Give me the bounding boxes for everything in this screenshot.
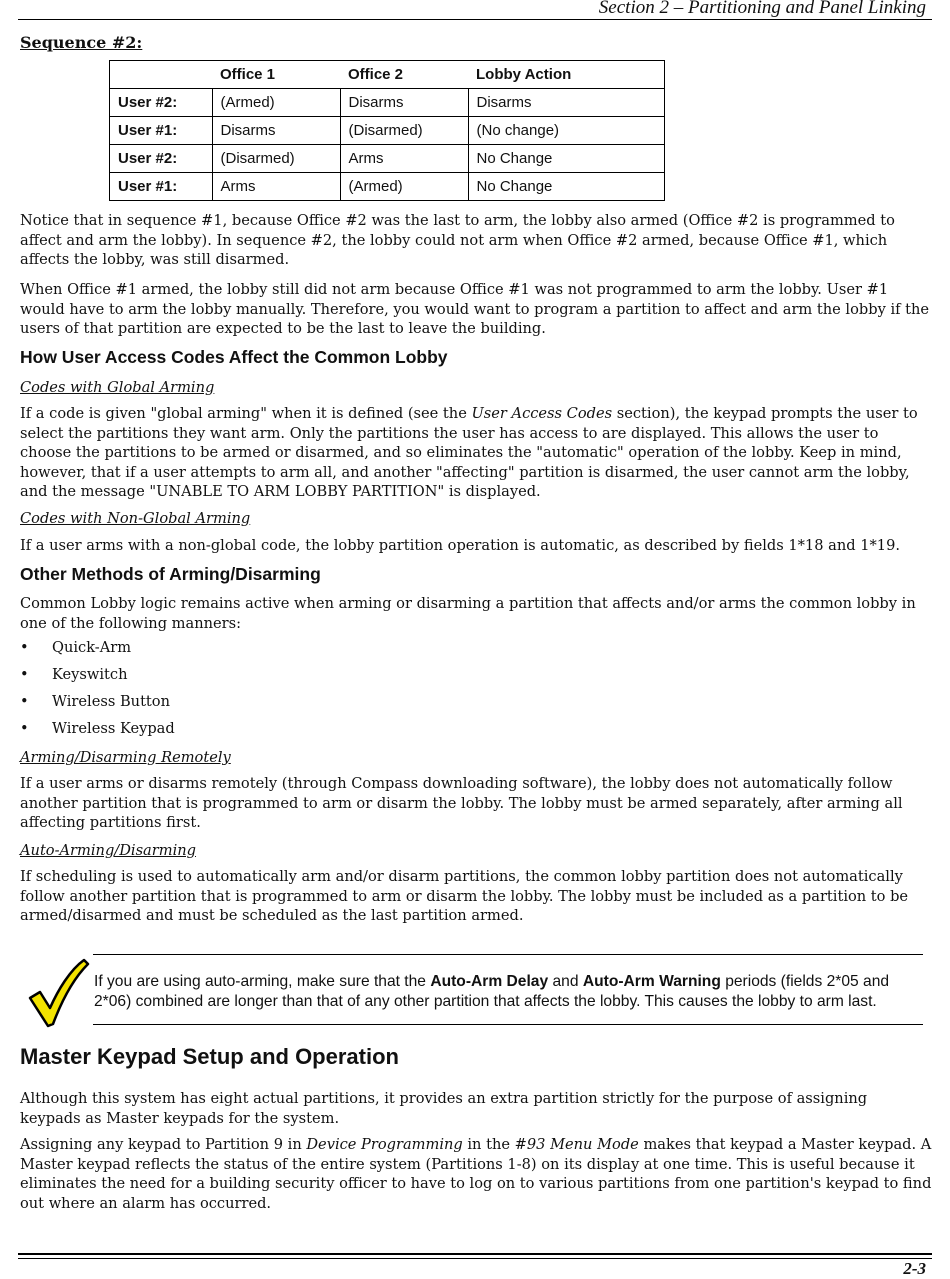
table-header-row [110,61,665,89]
auto-arm-delay-term: Auto-Arm Delay [430,973,549,990]
menu-mode-reference: #93 Menu Mode [514,1136,639,1153]
other-methods-intro: Common Lobby logic remains active when arming or disarming a partition that affects and/or arms the common lobby in one of the following manners: [20,595,916,632]
table-row [110,173,665,201]
p2-text-c: makes that keypad a Master keypad. A Master keypad reflects the status of the entire system (Partitions 1-8) on its display at one time. This is useful because it eliminates the need for a building security officer to have to log on to various partitions from one partition's keypad to find out where an alarm has occurred. [20,1136,932,1212]
master-keypad-heading: Master Keypad Setup and Operation [20,1044,399,1069]
list-item-label: Keyswitch [52,666,128,683]
auto-arming-subheading: Auto-Arming/Disarming [20,842,196,859]
table-cell: (Disarmed) [212,145,340,173]
p2-text-b: in the [462,1136,515,1153]
note-top-rule [93,954,923,955]
table-cell: User #1: [110,173,213,201]
table-cell: Disarms [468,89,665,117]
list-item-label: Wireless Button [52,693,170,710]
table-cell: Arms [212,173,340,201]
table-cell: (Armed) [212,89,340,117]
other-methods-heading: Other Methods of Arming/Disarming [20,564,321,584]
table-cell: (Armed) [340,173,468,201]
table-cell: Disarms [212,117,340,145]
table-cell: (No change) [468,117,665,145]
table-cell: No Change [468,145,665,173]
list-item-label: Wireless Keypad [52,720,175,737]
remote-arming-paragraph: If a user arms or disarms remotely (through Compass downloading software), the lobby does not automatically follow another partition that is programmed to arm or disarm the lobby. The lobby must be armed separately, after arming all affecting partitions first. [20,775,903,831]
checkmark-icon [26,956,90,1028]
table-cell: User #2: [110,145,213,173]
master-keypad-paragraph-2 [20,1135,932,1213]
bullet-icon: • [20,720,29,737]
note-text-2: and [548,973,583,990]
p2-text-a: Assigning any keypad to Partition 9 in [20,1136,307,1153]
table-cell: Disarms [340,89,468,117]
global-arming-paragraph [20,404,932,502]
non-global-arming-subheading: Codes with Non-Global Arming [20,510,251,527]
note-text-3: periods (fields 2*05 and 2*06) combined are longer than that of any other partition that affects the lobby. This causes the lobby to arm last. [94,973,890,1010]
footer-rule [18,1253,932,1255]
sequence-table [109,60,665,201]
arming-methods-list [20,638,175,746]
table-cell: (Disarmed) [340,117,468,145]
table-header-cell [110,61,213,89]
table-cell: No Change [468,173,665,201]
codes-heading: How User Access Codes Affect the Common Lobby [20,347,448,367]
bullet-icon: • [20,666,29,683]
table-row [110,145,665,173]
bullet-icon: • [20,639,29,656]
sequence-title: Sequence #2: [20,33,143,52]
table-header-cell: Lobby Action [468,61,665,89]
note-bottom-rule [93,1024,923,1025]
list-item-label: Quick-Arm [52,639,132,656]
footer-rule-thin [18,1258,932,1259]
notice-paragraph: Notice that in sequence #1, because Office #2 was the last to arm, the lobby also armed (Office #2 is programmed to affect and arm the lobby). In sequence #2, the lobby could not arm when Office #2 armed, because Office #1, which affects the lobby, was still disarmed. [20,212,895,268]
running-header: Section 2 – Partitioning and Panel Linking [598,0,926,18]
user-access-codes-reference: User Access Codes [471,405,613,422]
table-header-cell: Office 2 [340,61,468,89]
table-row [110,89,665,117]
table-cell: User #2: [110,89,213,117]
non-global-arming-paragraph: If a user arms with a non-global code, the lobby partition operation is automatic, as described by fields 1*18 and 1*19. [20,537,901,554]
note-text [94,972,926,1012]
global-text-start: If a code is given "global arming" when it is defined (see the [20,405,472,422]
remote-arming-subheading: Arming/Disarming Remotely [20,749,231,766]
device-programming-reference: Device Programming [306,1136,463,1153]
table-header-cell: Office 1 [212,61,340,89]
master-keypad-paragraph-1: Although this system has eight actual partitions, it provides an extra partition strictly for the purpose of assigning keypads as Master keypads for the system. [20,1090,868,1127]
table-cell: Arms [340,145,468,173]
table-row [110,117,665,145]
list-item [20,665,175,692]
header-rule [18,19,932,20]
list-item [20,692,175,719]
list-item [20,638,175,665]
auto-arming-paragraph: If scheduling is used to automatically arm and/or disarm partitions, the common lobby partition does not automatically follow another partition that is programmed to arm or disarm the lobby. The lobby must be included as a partition to be armed/disarmed and must be scheduled as the last partition armed. [20,868,909,924]
office1-paragraph: When Office #1 armed, the lobby still did not arm because Office #1 was not programmed to arm the lobby. User #1 would have to arm the lobby manually. Therefore, you would want to program a partition to affect and arm the lobby if the users of that partition are expected to be the last to leave the building. [20,281,930,337]
list-item [20,719,175,746]
page-number: 2-3 [903,1259,926,1278]
bullet-icon: • [20,693,29,710]
table-cell: User #1: [110,117,213,145]
global-arming-subheading: Codes with Global Arming [20,379,215,396]
auto-arm-warning-term: Auto-Arm Warning [582,973,721,990]
global-text-end: section), the keypad prompts the user to select the partitions they want arm. Only the partitions the user has access to are displayed. This allows the user to choose the partitions to be armed or disarmed, and so eliminates the "automatic" operation of the lobby. Keep in mind, however, that if a user attempts to arm all, and another "affecting" partition is disarmed, the user cannot arm the lobby, and the message "UNABLE TO ARM LOBBY PARTITION" is displayed. [20,405,918,500]
note-text-1: If you are using auto-arming, make sure that the [94,973,431,990]
